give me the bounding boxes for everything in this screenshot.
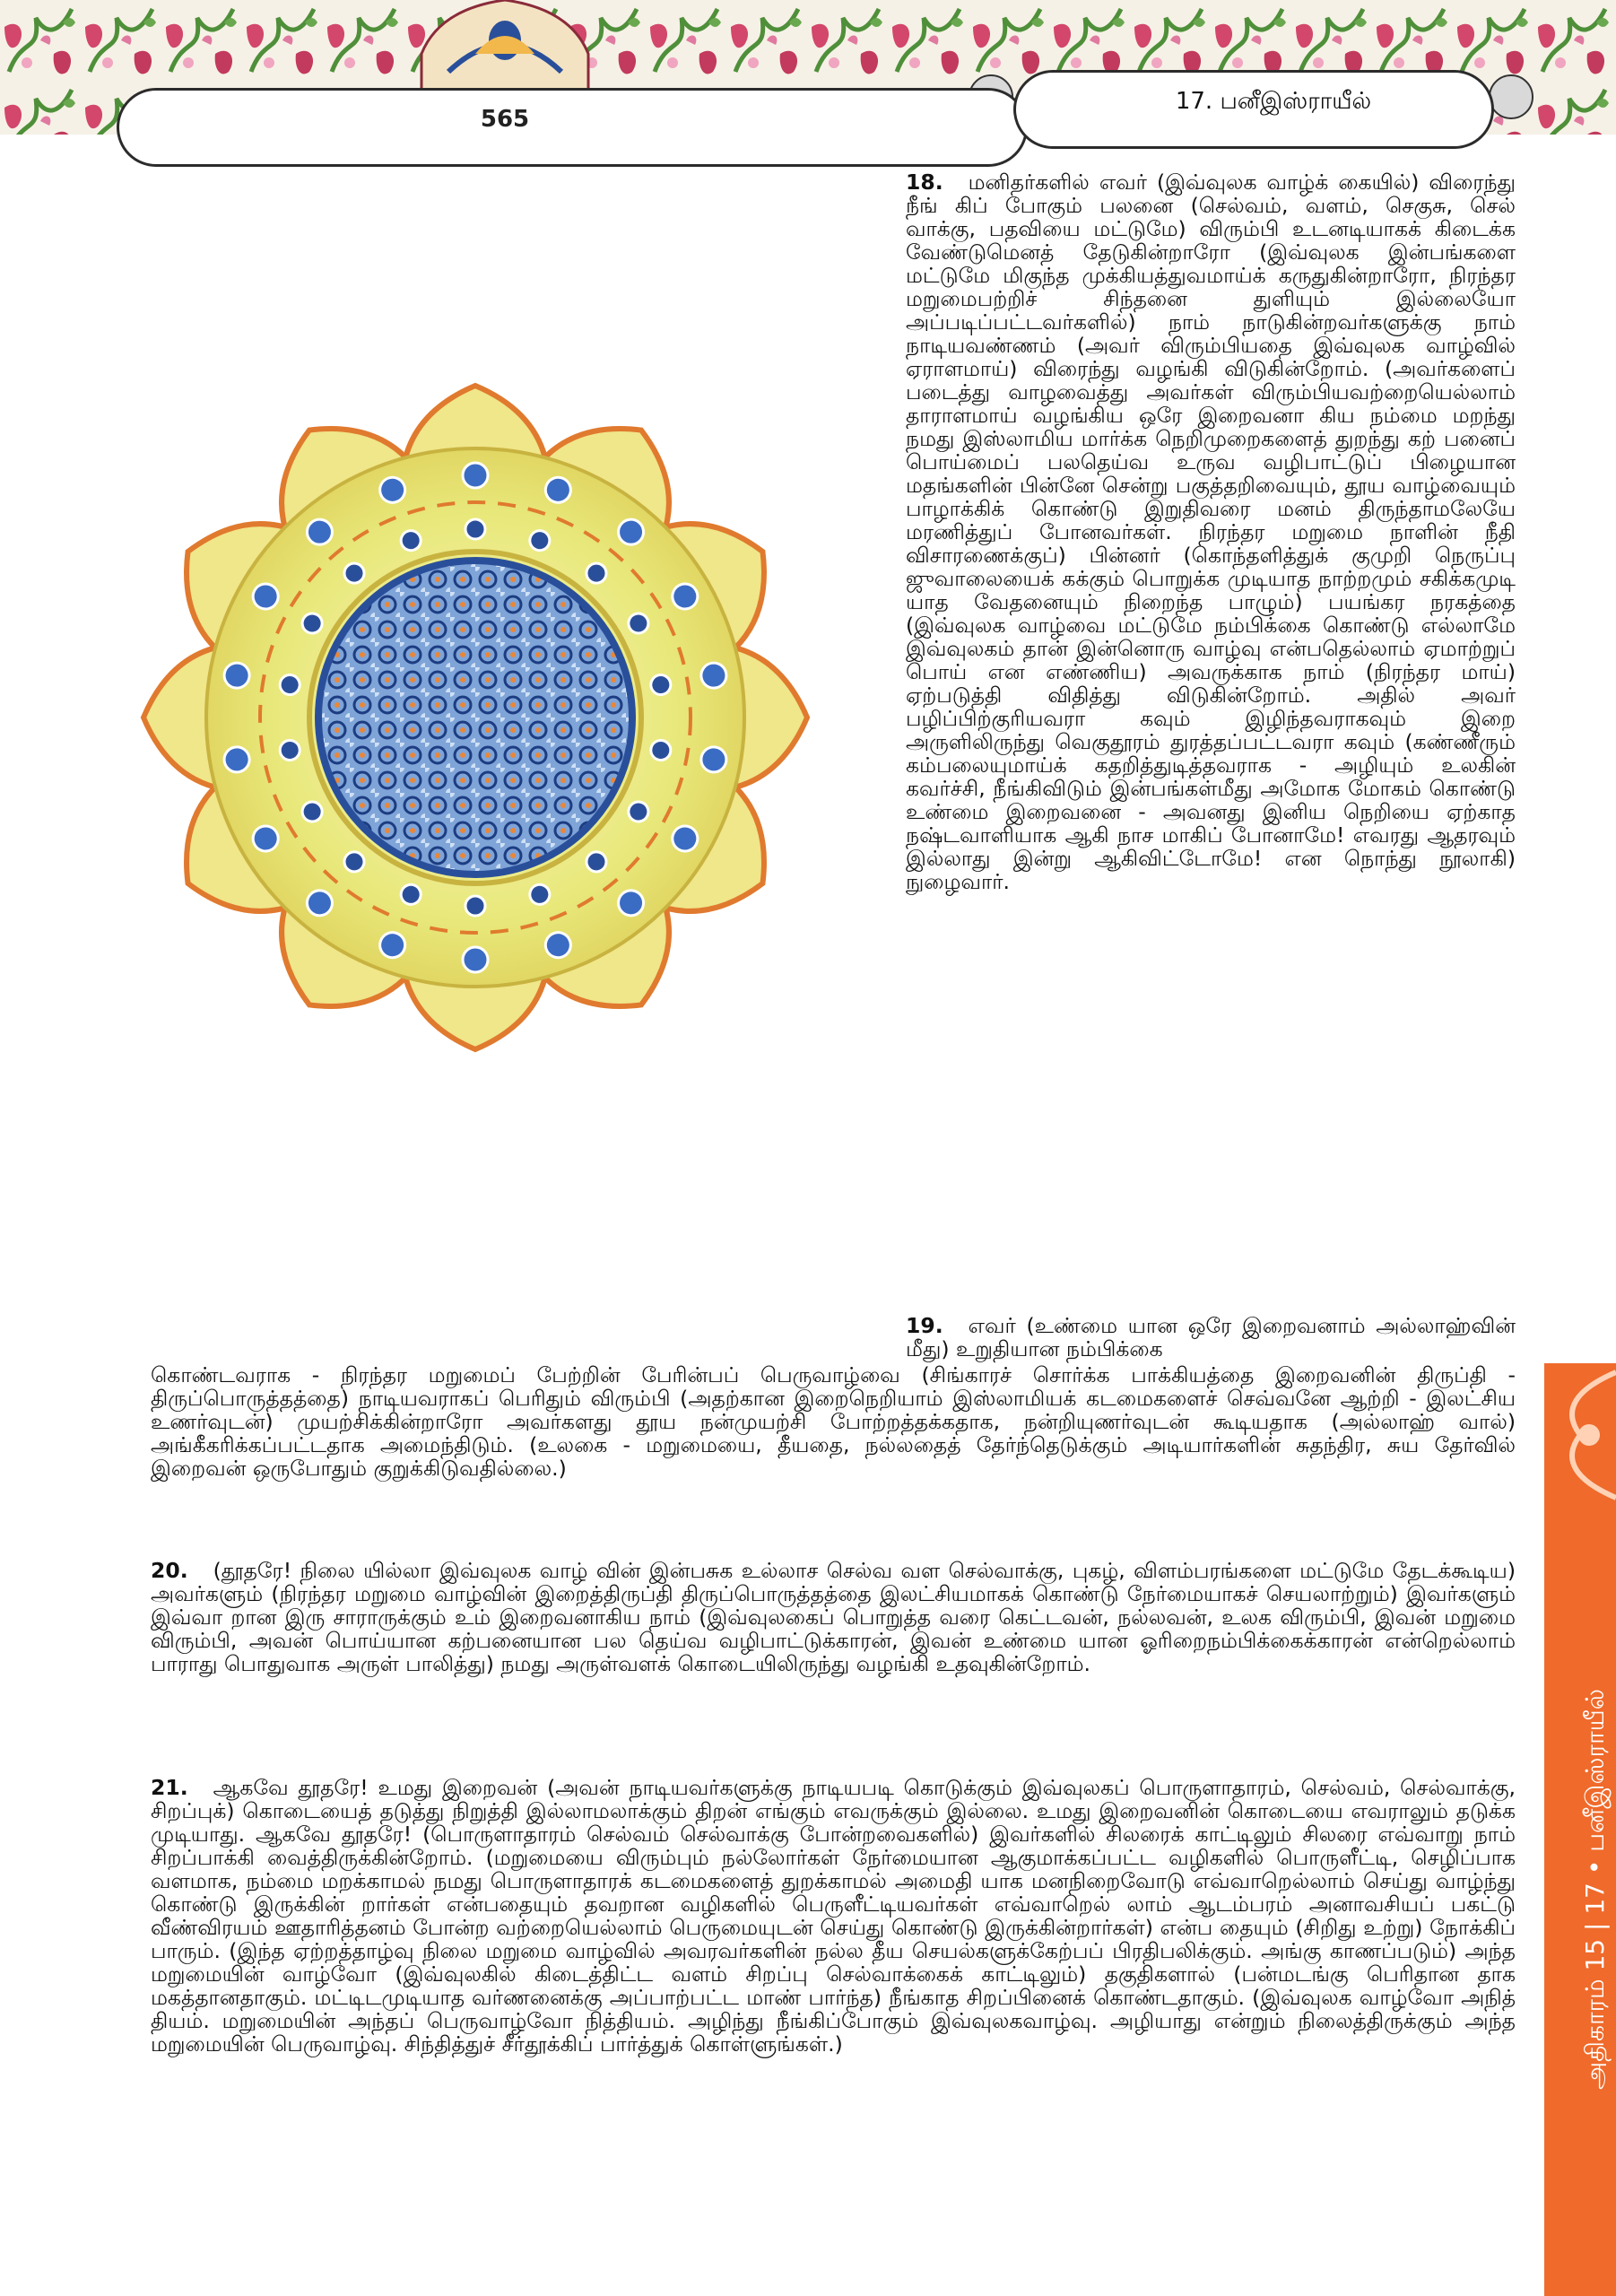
verse-text: கொண்டவராக - நிரந்தர மறுமைப் பேற்றின் பேரின்பப் பெருவாழ்வை (சிங்காரச் சொர்க்க பாக்கியத்தை இறைவனின் திருப்தி - திருப்பொருத்தத்தை) நாடியவராகப் பெரிதும் விரும்பி (அதற்கான இறைநெறியாம் இஸ்லாமியக் கடமைகளைச் செவ்வனே ஆற்றி - இலட்சிய உணர்வுடன்) முயற்சிக்கின்றாரோ அவர்களது தூய நன்முயற்சி போற்றத்தக்கதாக, நன்றியுணர்வுடன் கூடியதாக (அல்லாஹ் வால்) அங்கீகரிக்கப்பட்டதாக அமைந்திடும். (உலகை - மறுமையை, தீயதை, நல்லதைத் தேர்ந்தெடுக்கும் அடியார்களின் சுதந்திர, சுய தேர்வில் இறைவன் ஒருபோதும் குறுக்கிடுவதில்லை.) [151,1362,1516,1481]
page-number: 565 [480,106,530,133]
verse-19-continued [151,1363,1516,1480]
verse-number: 19. [906,1313,943,1338]
islamic-mandala-illustration [135,377,816,1058]
verse-20 [151,1559,1516,1675]
verse-number: 20. [151,1558,188,1583]
verse-text: மனிதர்களில் எவர் (இவ்வுலக வாழ்க் கையில்) விரைந்து நீங் கிப் போகும் பலனை (செல்வம், வளம், செகுசு, செல் வாக்கு, பதவியை மட்டுமே) விரும்பி உடனடியாகக் கிடைக்க வேண்டுமெனத் தேடுகின்றாரோ (இவ்வுலக இன்பங்களை மட்டுமே மிகுந்த முக்கியத்துவமாய்க் கருதுகின்றாரோ, நிரந்தர மறுமைபற்றிச் சிந்தனை துளியும் இல்லையோ அப்படிப்பட்டவர்களில்) நாம் நாடுகின்றவர்களுக்கு நாம் நாடியவண்ணம் (அவர் விரும்பியதை இவ்வுலக வாழ்வில் ஏராளமாய்) விரைந்து வழங்கி விடுகின்றோம். (அவர்களைப் படைத்து வாழவைத்து அவர்கள் விரும்பியவற்றையெல்லாம் தாராளமாய் வழங்கிய ஒரே இறைவனா கிய நம்மை மறந்து நமது இஸ்லாமிய மார்க்க நெறிமுறைகளைத் துறந்து கற் பனைப் பொய்மைப் பலதெய்வ உருவ வழிபாட்டுப் பிழையான மதங்களின் பின்னே சென்று பகுத்தறிவையும், தூய வாழ்வையும் பாழாக்கிக் கொண்டு இறுதிவரை மனம் திருந்தாமலேயே மரணித்துப் போனவர்கள். நிரந்தர மறுமை நாளின் நீதி விசாரணைக்குப்) பின்னர் (கொந்தளித்துக் குமுறி நெருப்பு ஜுவாலையைக் கக்கும் பொறுக்க முடியாத நாற்றமும் சகிக்கமுடி யாத வேதனையும் நிறைந்த பாழும்) பயங்கர நரகத்தை (இவ்வுலக வாழ்வை மட்டுமே நம்பிக்கை கொண்டு எல்லாமே இவ்வுலகம் தான் இன்னொரு வாழ்வு என்பதெல்லாம் ஏமாற்றுப் பொய் என எண்ணிய) அவருக்காக நாம் (நிரந்தர மாய்) ஏற்படுத்தி விதித்து விடுகின்றோம். அதில் அவர் பழிப்பிற்குரியவரா கவும் இழிந்தவராகவும் இறை அருளிலிருந்து வெகுதூரம் துரத்தப்பட்டவரா கவும் (கண்ணீரும் கம்பலையுமாய்க் கதறித்துடித்தவராக - அழியும் உலகின் கவர்ச்சி, நீங்கிவிடும் இன்பங்கள்மீது அமோக மோகம் கொண்டு உண்மை இறைவனை - அவனது இனிய நெறியை ஏற்காத நஷ்டவாளியாக ஆகி நாச மாகிப் போனாமே! எவரது ஆதரவும் இல்லாது இன்று ஆகிவிட்டோமே! என நொந்து நூலாகி) நுழைவார். [906,170,1516,894]
verse-text: (தூதரே! நிலை யில்லா இவ்வுலக வாழ் வின் இன்பசுக உல்லாச செல்வ வள செல்வாக்கு, புகழ், விளம்பரங்களை மட்டுமே தேடக்கூடிய) அவர்களும் (நிரந்தர மறுமை வாழ்வின் இறைத்திருப்தி திருப்பொருத்தத்தை இலட்சியமாகக் கொண்டு நேர்மையாகச் செயலாற்றும்) இவர்களும் இவ்வா றான இரு சாராருக்கும் உம் இறைவனாகிய நாம் (இவ்வுலகைப் பொறுத்த வரை கெட்டவன், நல்லவன், உலக விரும்பி, இவன் மறுமை விரும்பி, அவன் பொய்யான கற்பனையான பல தெய்வ வழிபாட்டுக்காரன், இவன் உண்மை யான ஓரிறைநம்பிக்கைக்காரன் என்றெல்லாம் பாராது பொதுவாக அருள் பாலித்து) நமது அருள்வளக் கொடையிலிருந்து வழங்கி உதவுகின்றோம். [151,1558,1516,1676]
verse-19-start [906,1314,1516,1361]
verse-18 [906,170,1516,893]
verse-text: எவர் (உண்மை யான ஒரே இறைவனாம் அல்லாஹ்வின் மீது) உறுதியான நம்பிக்கை [906,1313,1516,1361]
verse-number: 21. [151,1775,188,1800]
page-number-frame [117,88,1028,167]
verse-number: 18. [906,170,943,195]
verse-21 [151,1776,1516,2056]
chapter-title: 17. பனீஇஸ்ராயீல் [1175,88,1372,115]
side-tab-label: அதிகாரம் 15 | 17 • பனீஇஸ்ராயீல் [1580,1689,1610,2090]
verse-text: ஆகவே தூதரே! உமது இறைவன் (அவன் நாடியவர்களுக்கு நாடியபடி கொடுக்கும் இவ்வுலகப் பொருளாதாரம், செல்வம், செல்வாக்கு, சிறப்புக்) கொடையைத் தடுத்து நிறுத்தி இல்லாமலாக்கும் திறன் எங்கும் எவருக்கும் இல்லை. உமது இறைவனின் கொடையை எவராலும் தடுக்க முடியாது. ஆகவே தூதரே! (பொருளாதாரம் செல்வம் செல்வாக்கு போன்றவைகளில்) இவர்களில் சிலரைக் காட்டிலும் சிலரை எவ்வாறு நாம் சிறப்பாக்கி வைத்திருக்கின்றோம். (மறுமையை விரும்பும் நல்லோர்கள் நேர்மையான ஆகுமாக்கப்பட்ட வழிகளில் பொருளீட்டி, செழிப்பாக வளமாக, நம்மை மறக்காமல் நமது பொருளாதாரக் கடமைகளைத் துறக்காமல் அமைதி யாக மனநிறைவோடு எவ்வாறெல்லாம் செய்து வாழ்ந்து கொண்டு இருக்கின் றார்கள் என்பதையும் தவறான வழிகளில் பெருளீட்டியவர்கள் எவ்வாறெல் லாம் ஆடம்பரம் அனாவசியப் பகட்டு வீண்விரயம் ஊதாரித்தனம் போன்ற வற்றையெல்லாம் பெருமையுடன் செய்து கொண்டு இருக்கின்றார்கள்) என்ப தையும் (சிறிது உற்று) நோக்கிப் பாரும். (இந்த ஏற்றத்தாழ்வு நிலை மறுமை வாழ்வில் அவரவர்களின் நல்ல தீய செயல்களுக்கேற்பப் பிரதிபலிக்கும். அங்கு காணப்படும்) அந்த மறுமையின் வாழ்வோ (இவ்வுலகில் கிடைத்திட்ட வளம் சிறப்பு செல்வாக்கைக் காட்டிலும்) தகுதிகளால் (பன்மடங்கு பெரிதான தாக மகத்தானதாகும். மட்டிடமுடியாத வர்ணனைக்கு அப்பாற்பட்ட மாண் பார்ந்த) நீங்காத சிறப்பினைக் கொண்டதாகும். (இவ்வுலக வாழ்வோ அநித் தியம். மறுமையின் அந்தப் பெருவாழ்வோ நித்தியம். அழிந்து நீங்கிப்போகும் இவ்வுலகவாழ்வு. அழியாது என்றும் நிலைத்திருக்கும் அந்த மறுமையின் பெருவாழ்வு. சிந்தித்துச் சீர்தூக்கிப் பார்த்துக் கொள்ளுங்கள்.) [151,1775,1516,2057]
